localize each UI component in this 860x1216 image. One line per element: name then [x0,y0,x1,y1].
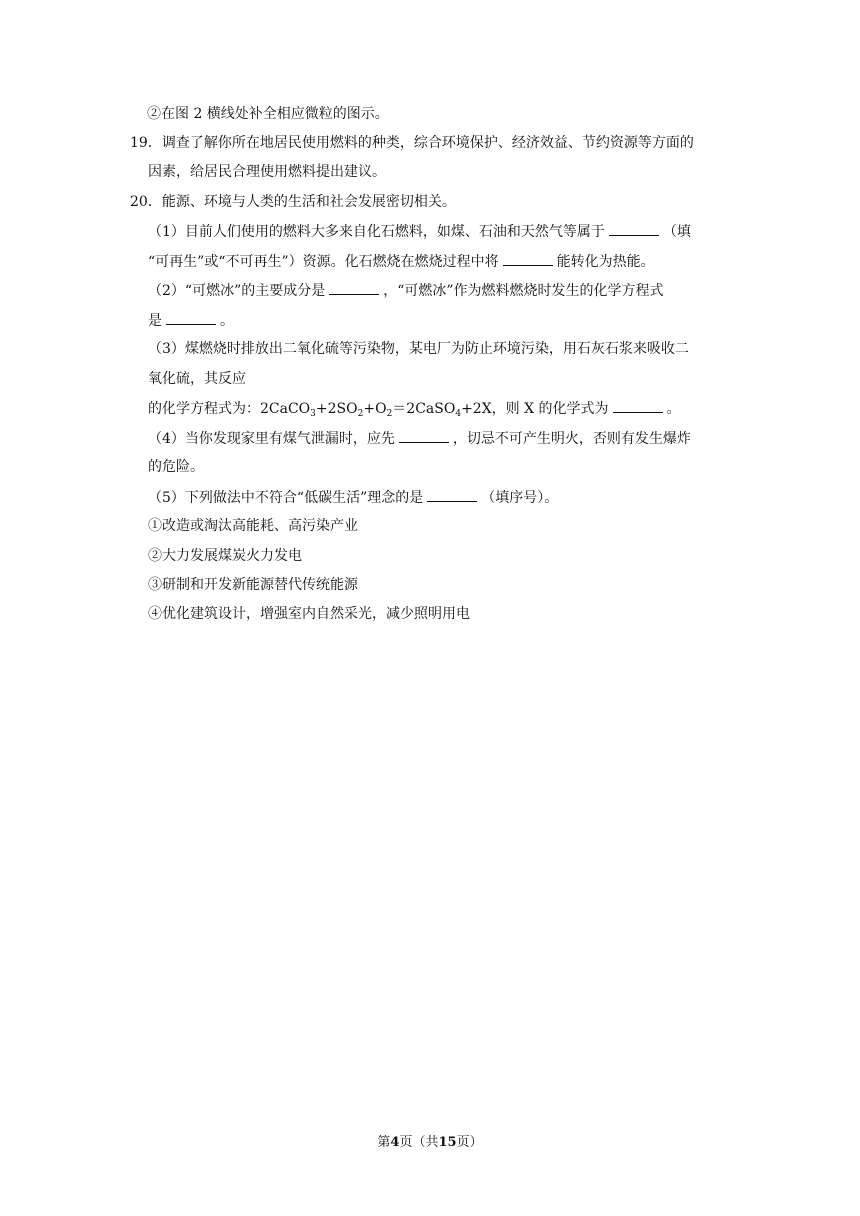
q20-part4-text-2: ，切忌不可产生明火，否则有发生爆炸 [452,431,691,447]
q20-part4-line1 [148,428,691,448]
equation-subscript-4: 4 [455,409,462,419]
q19-number: 19． [130,135,162,151]
q20-part3-line2 [148,369,246,389]
option-1-text: ①改造或淘汰高能耗、高污染产业 [148,518,358,534]
q20-part2-line1 [148,280,664,300]
equation-part-3: +O [363,401,387,417]
page-footer [0,1131,860,1150]
answer-blank-2[interactable] [503,251,553,266]
q20-part1-line2 [148,251,655,271]
q20-part2-text-2: ，“可燃冰”作为燃料燃烧时发生的化学方程式 [383,283,664,299]
equation-part-5: +2X，则 X 的化学式为 [461,401,609,417]
equation-subscript-3: 2 [386,409,393,419]
q20-number: 20． [130,194,162,210]
equation-part-4: ＝2CaSO [392,401,456,417]
equation-part-2: +2SO [315,401,358,417]
q20-part1-text-3: “可再生”或“不可再生”）资源。化石燃烧在燃烧过程中将 [148,254,499,270]
q20-part4-line2 [148,457,204,477]
q20-title: 能源、环境与人类的生活和社会发展密切相关。 [161,194,456,210]
q20-part4-text-3: 的危险。 [148,459,204,475]
answer-blank-5[interactable] [613,398,663,413]
q20-part3-line3 [148,398,681,418]
q20-part1-line1 [148,221,691,241]
option-3-text: ③研制和开发新能源替代传统能源 [148,577,358,593]
q19-line-1 [130,133,694,153]
option-4-text: ④优化建筑设计，增强室内自然采光，减少照明用电 [148,606,470,622]
option-2-text: ②大力发展煤炭火力发电 [148,548,302,564]
q20-part2-text-1: （2）“可燃冰”的主要成分是 [148,283,326,299]
q20-part3-line1 [148,339,689,359]
q20-part3-text-1: （3）煤燃烧时排放出二氧化硫等污染物，某电厂为防止环境污染，用石灰石浆来吸收二 [148,341,689,357]
answer-blank-1[interactable] [609,221,659,236]
q20-part2-text-4: 。 [220,313,234,329]
q20-part2-text-3: 是 [148,313,162,329]
footer-suffix: 页） [456,1135,483,1150]
equation-subscript-2: 2 [357,409,364,419]
option-2 [148,546,302,566]
option-1 [148,516,358,536]
q20-part5-text-2: （填序号）。 [481,490,559,506]
footer-middle: 页（共 [399,1135,439,1150]
q20-part4-text-1: （4）当你发现家里有煤气泄漏时，应先 [148,431,395,447]
option-4 [148,604,470,624]
equation-part-1: 的化学方程式为：2CaCO [148,401,311,417]
q20-part2-line2 [148,310,234,330]
footer-prefix: 第 [377,1135,391,1150]
equation-part-6: 。 [666,401,681,417]
option-3 [148,575,358,595]
q19-text-1: 调查了解你所在地居民使用燃料的种类，综合环境保护、经济效益、节约资源等方面的 [161,135,694,151]
q18-subitem-2 [147,104,389,124]
q19-text-2: 因素，给居民合理使用燃料提出建议。 [148,164,386,180]
q20-part1-text-2: （填 [662,224,691,240]
footer-page-number: 4 [390,1135,400,1150]
q19-line-2 [148,162,386,182]
footer-total-pages: 15 [438,1135,457,1150]
q18-subitem-2-text: ②在图 2 横线处补全相应微粒的图示。 [147,106,389,122]
equation-subscript-1: 3 [310,409,316,419]
q20-part5-text-1: （5）下列做法中不符合“低碳生活”理念的是 [148,490,424,506]
answer-blank-6[interactable] [399,428,449,443]
answer-blank-7[interactable] [427,487,477,502]
answer-blank-4[interactable] [166,310,216,325]
q20-part5-line1 [148,487,558,507]
q20-line-title [130,192,456,212]
q20-part3-text-2: 氧化硫，其反应 [148,371,246,387]
answer-blank-3[interactable] [329,280,379,295]
q20-part1-text-1: （1）目前人们使用的燃料大多来自化石燃料，如煤、石油和天然气等属于 [148,224,605,240]
q20-part1-text-4: 能转化为热能。 [556,254,655,270]
